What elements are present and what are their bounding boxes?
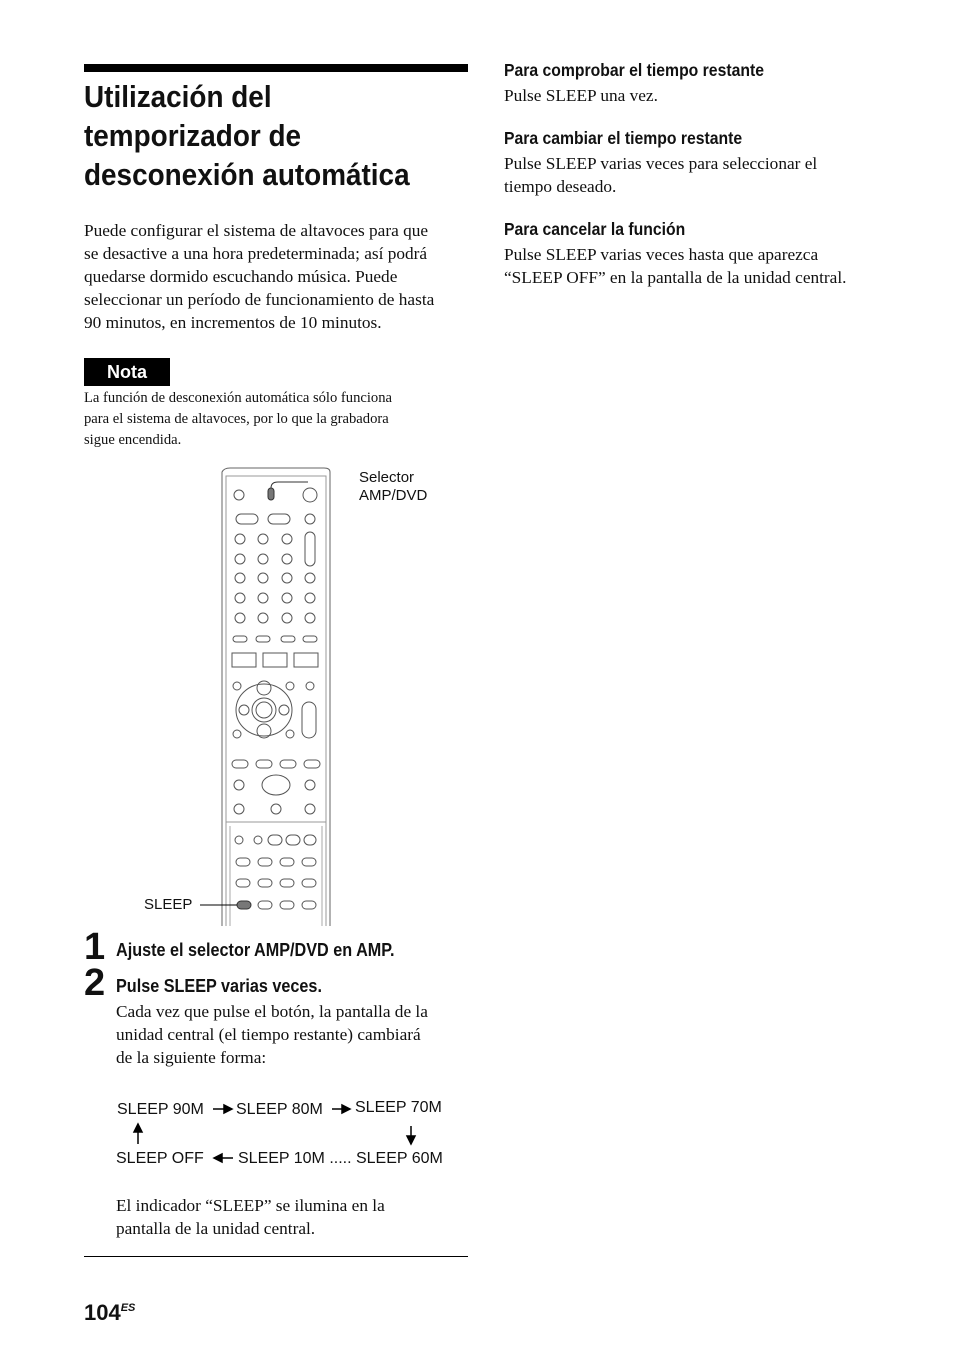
note-line: La función de desconexión automática sólo funciona [84,390,392,406]
arrow-left-icon [214,1154,222,1162]
section-line: “SLEEP OFF” en la pantalla de la unidad central. [504,268,847,287]
title-line: desconexión automática [84,157,410,192]
arrow-down-icon [407,1136,415,1144]
intro-line: quedarse dormido escuchando música. Puede [84,267,398,286]
selector-label: AMP/DVD [359,487,428,504]
intro-line: se desactive a una hora predeterminada; así podrá [84,244,428,263]
title-rule [84,64,468,72]
section-heading: Para cambiar el tiempo restante [504,128,743,148]
intro-line: seleccionar un período de funcionamiento de hasta [84,290,435,309]
step2-description [116,1000,476,1069]
section-line: tiempo deseado. [504,177,617,196]
intro-paragraph [84,219,474,334]
section-line: Pulse SLEEP varias veces hasta que aparezca [504,245,819,264]
bottom-rule [84,1256,468,1257]
page-number-value: 104 [84,1300,121,1325]
arrow-right-icon [342,1105,350,1113]
sequence-item: SLEEP 90M [117,1101,204,1118]
intro-line: Puede configurar el sistema de altavoces para que [84,221,429,240]
section-text [504,152,924,198]
indicator-note [116,1194,476,1240]
indicator-line: El indicador “SLEEP” se ilumina en la [116,1196,385,1215]
intro-line: 90 minutos, en incrementos de 10 minutos. [84,313,382,332]
section-text [504,243,934,289]
note-text [84,388,464,451]
step-number: 2 [84,962,106,1004]
step-text: Pulse SLEEP varias veces. [116,976,322,996]
sleep-callout: SLEEP [144,896,193,913]
arrow-right-icon [224,1105,232,1113]
sequence-item: SLEEP 10M ..... SLEEP 60M [238,1150,443,1167]
selector-callout [359,469,427,505]
description-line: unidad central (el tiempo restante) cambiará [116,1025,421,1044]
remote-control-illustration [140,464,480,926]
sequence-item: SLEEP 70M [355,1099,442,1116]
step-text: Ajuste el selector AMP/DVD en AMP. [116,940,395,960]
arrow-up-icon [134,1124,142,1132]
note-line: para el sistema de altavoces, por lo que la grabadora [84,411,389,427]
step-number: 1 [84,926,106,968]
page-title [84,77,435,194]
description-line: de la siguiente forma: [116,1048,267,1067]
section-line: Pulse SLEEP una vez. [504,86,658,105]
selector-label: Selector [359,469,415,486]
indicator-line: pantalla de la unidad central. [116,1219,316,1238]
note-line: sigue encendida. [84,432,182,448]
section-text [504,84,924,107]
sequence-arrows [110,1100,430,1170]
title-line: temporizador de [84,118,302,153]
page-language-suffix: ES [120,1302,136,1314]
sequence-item: SLEEP OFF [116,1150,204,1167]
section-heading: Para cancelar la función [504,219,686,239]
sequence-item: SLEEP 80M [236,1101,323,1118]
section-line: Pulse SLEEP varias veces para seleccionar el [504,154,818,173]
page-number [84,1300,135,1326]
section-heading: Para comprobar el tiempo restante [504,60,764,80]
title-line: Utilización del [84,79,272,114]
description-line: Cada vez que pulse el botón, la pantalla de la [116,1002,428,1021]
note-badge: Nota [84,358,170,386]
